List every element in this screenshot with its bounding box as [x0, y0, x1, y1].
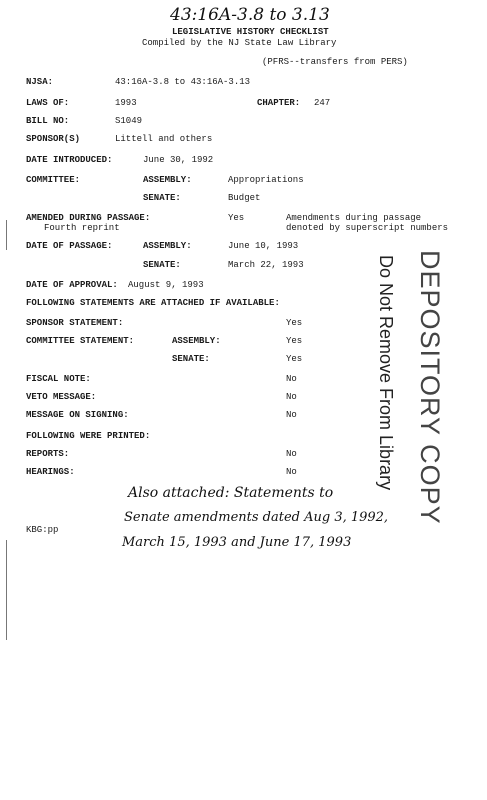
bill-label: BILL NO: — [26, 116, 70, 126]
signing-message-value: No — [286, 410, 297, 420]
approval-label: DATE OF APPROVAL: — [26, 280, 118, 290]
page-edge-mark — [6, 220, 7, 250]
passage-senate-value: March 22, 1993 — [228, 260, 304, 270]
statements-heading: FOLLOWING STATEMENTS ARE ATTACHED IF AVAILABLE: — [26, 298, 280, 308]
sponsor-value: Littell and others — [115, 134, 213, 144]
handwritten-title: 43:16A-3.8 to 3.13 — [170, 5, 330, 25]
veto-message-label: VETO MESSAGE: — [26, 392, 97, 402]
handwritten-note-line-2: Senate amendments dated Aug 3, 1992, — [124, 510, 389, 525]
committee-statement-label: COMMITTEE STATEMENT: — [26, 336, 135, 346]
passage-assembly-label: ASSEMBLY: — [143, 241, 192, 251]
hearings-label: HEARINGS: — [26, 467, 75, 477]
veto-message-value: No — [286, 392, 297, 402]
fiscal-note-label: FISCAL NOTE: — [26, 374, 91, 384]
date-introduced-value: June 30, 1992 — [143, 155, 214, 165]
amended-reprint: Fourth reprint — [44, 223, 120, 233]
reports-label: REPORTS: — [26, 449, 70, 459]
committee-senate-label: SENATE: — [143, 193, 181, 203]
amended-label: AMENDED DURING PASSAGE: — [26, 213, 151, 223]
committee-senate-value: Budget — [228, 193, 261, 203]
cs-senate-label: SENATE: — [172, 354, 210, 364]
hearings-value: No — [286, 467, 297, 477]
passage-senate-label: SENATE: — [143, 260, 181, 270]
cs-assembly-value: Yes — [286, 336, 303, 346]
subject-note: (PFRS--transfers from PERS) — [262, 57, 408, 67]
sponsor-statement-value: Yes — [286, 318, 303, 328]
passage-label: DATE OF PASSAGE: — [26, 241, 113, 251]
depository-stamp: DEPOSITORY COPY — [415, 250, 445, 525]
date-introduced-label: DATE INTRODUCED: — [26, 155, 113, 165]
approval-value: August 9, 1993 — [128, 280, 204, 290]
do-not-remove-stamp: Do Not Remove From Library — [376, 255, 396, 491]
bill-value: S1049 — [115, 116, 143, 126]
nsa-label: NJSA: — [26, 77, 54, 87]
chapter-value: 247 — [314, 98, 331, 108]
passage-assembly-value: June 10, 1993 — [228, 241, 299, 251]
page-edge-mark — [6, 540, 7, 640]
reports-value: No — [286, 449, 297, 459]
committee-assembly-label: ASSEMBLY: — [143, 175, 192, 185]
handwritten-note-line-3: March 15, 1993 and June 17, 1993 — [122, 535, 352, 550]
committee-assembly-value: Appropriations — [228, 175, 304, 185]
sponsor-statement-label: SPONSOR STATEMENT: — [26, 318, 124, 328]
printed-heading: FOLLOWING WERE PRINTED: — [26, 431, 151, 441]
laws-label: LAWS OF: — [26, 98, 70, 108]
compiled-by: Compiled by the NJ State Law Library — [142, 38, 337, 48]
amended-note: Amendments during passage — [286, 213, 422, 223]
nsa-value: 43:16A-3.8 to 43:16A-3.13 — [115, 77, 251, 87]
checklist-heading: LEGISLATIVE HISTORY CHECKLIST — [172, 27, 329, 37]
committee-label: COMMITTEE: — [26, 175, 81, 185]
chapter-label: CHAPTER: — [257, 98, 301, 108]
amended-value: Yes — [228, 213, 245, 223]
sponsor-label: SPONSOR(S) — [26, 134, 81, 144]
amended-note-2: denoted by superscript numbers — [286, 223, 449, 233]
cs-senate-value: Yes — [286, 354, 303, 364]
fiscal-note-value: No — [286, 374, 297, 384]
cs-assembly-label: ASSEMBLY: — [172, 336, 221, 346]
laws-value: 1993 — [115, 98, 137, 108]
handwritten-note-line-1: Also attached: Statements to — [128, 485, 334, 501]
initials: KBG:pp — [26, 525, 59, 535]
signing-message-label: MESSAGE ON SIGNING: — [26, 410, 129, 420]
